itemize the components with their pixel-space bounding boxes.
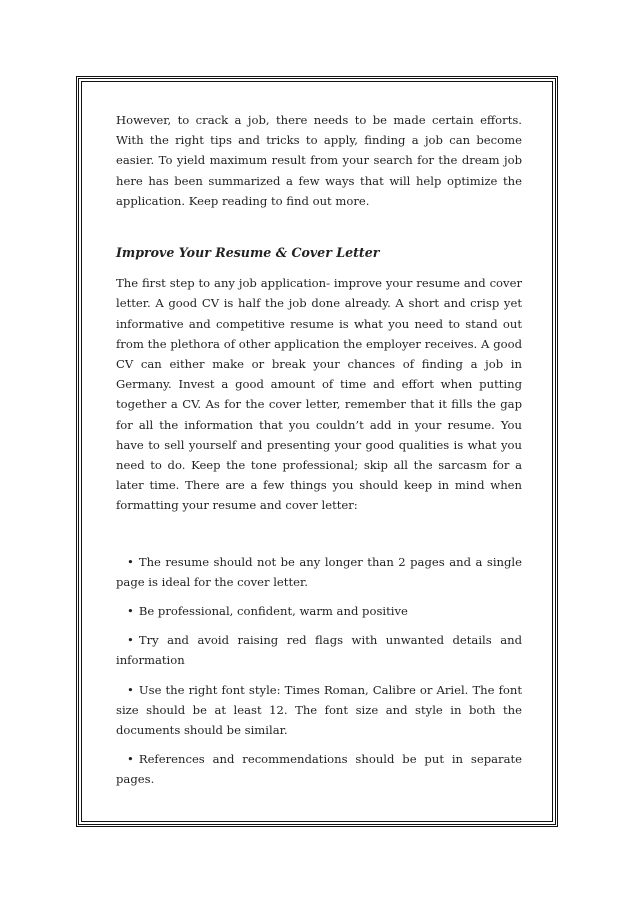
document-body: [116, 110, 522, 799]
bullet-icon: •: [127, 633, 134, 648]
intro-paragraph: However, to crack a job, there needs to be made certain efforts. With the right tips and tricks to apply, finding a job can become easier. To yield maximum result from your search for the dream job here has been summarized a few ways that will help optimize the application. Keep reading to find out more.: [116, 113, 522, 208]
section-heading: Improve Your Resume & Cover Letter: [116, 245, 380, 261]
bullet-icon: •: [127, 682, 134, 697]
bullet-item: [116, 749, 522, 789]
bullet-icon: •: [127, 604, 134, 619]
bullet-item: [116, 630, 522, 670]
bullet-item: [116, 552, 522, 592]
bullet-item: [116, 601, 522, 621]
bullet-text: The resume should not be any longer than 2 pages and a single page is ideal for the cover letter.: [116, 554, 522, 589]
bullet-text: Use the right font style: Times Roman, Calibre or Ariel. The font size should be at least 12. The font size and style in both the documents should be similar.: [116, 682, 522, 738]
bullet-text: Try and avoid raising red flags with unwanted details and information: [116, 633, 522, 668]
bullet-item: [116, 680, 522, 741]
bullet-icon: •: [127, 554, 134, 569]
bullet-text: References and recommendations should be put in separate pages.: [116, 752, 522, 787]
bullet-text: Be professional, confident, warm and positive: [138, 604, 408, 619]
body-paragraph: The first step to any job application- improve your resume and cover letter. A good CV is half the job done already. A short and crisp yet informative and competitive resume is what you need to stand out from the plethora of other application the employer receives. A good CV can either make or break your chances of finding a job in Germany. Invest a good amount of time and effort when putting together a CV. As for the cover letter, remember that it fills the gap for all the information that you couldn’t add in your resume. You have to sell yourself and presenting your good qualities is what you need to do. Keep the tone professional; skip all the sarcasm for a later time. There are a few things you should keep in mind when formatting your resume and cover letter:: [116, 276, 522, 513]
bullet-icon: •: [127, 752, 134, 767]
